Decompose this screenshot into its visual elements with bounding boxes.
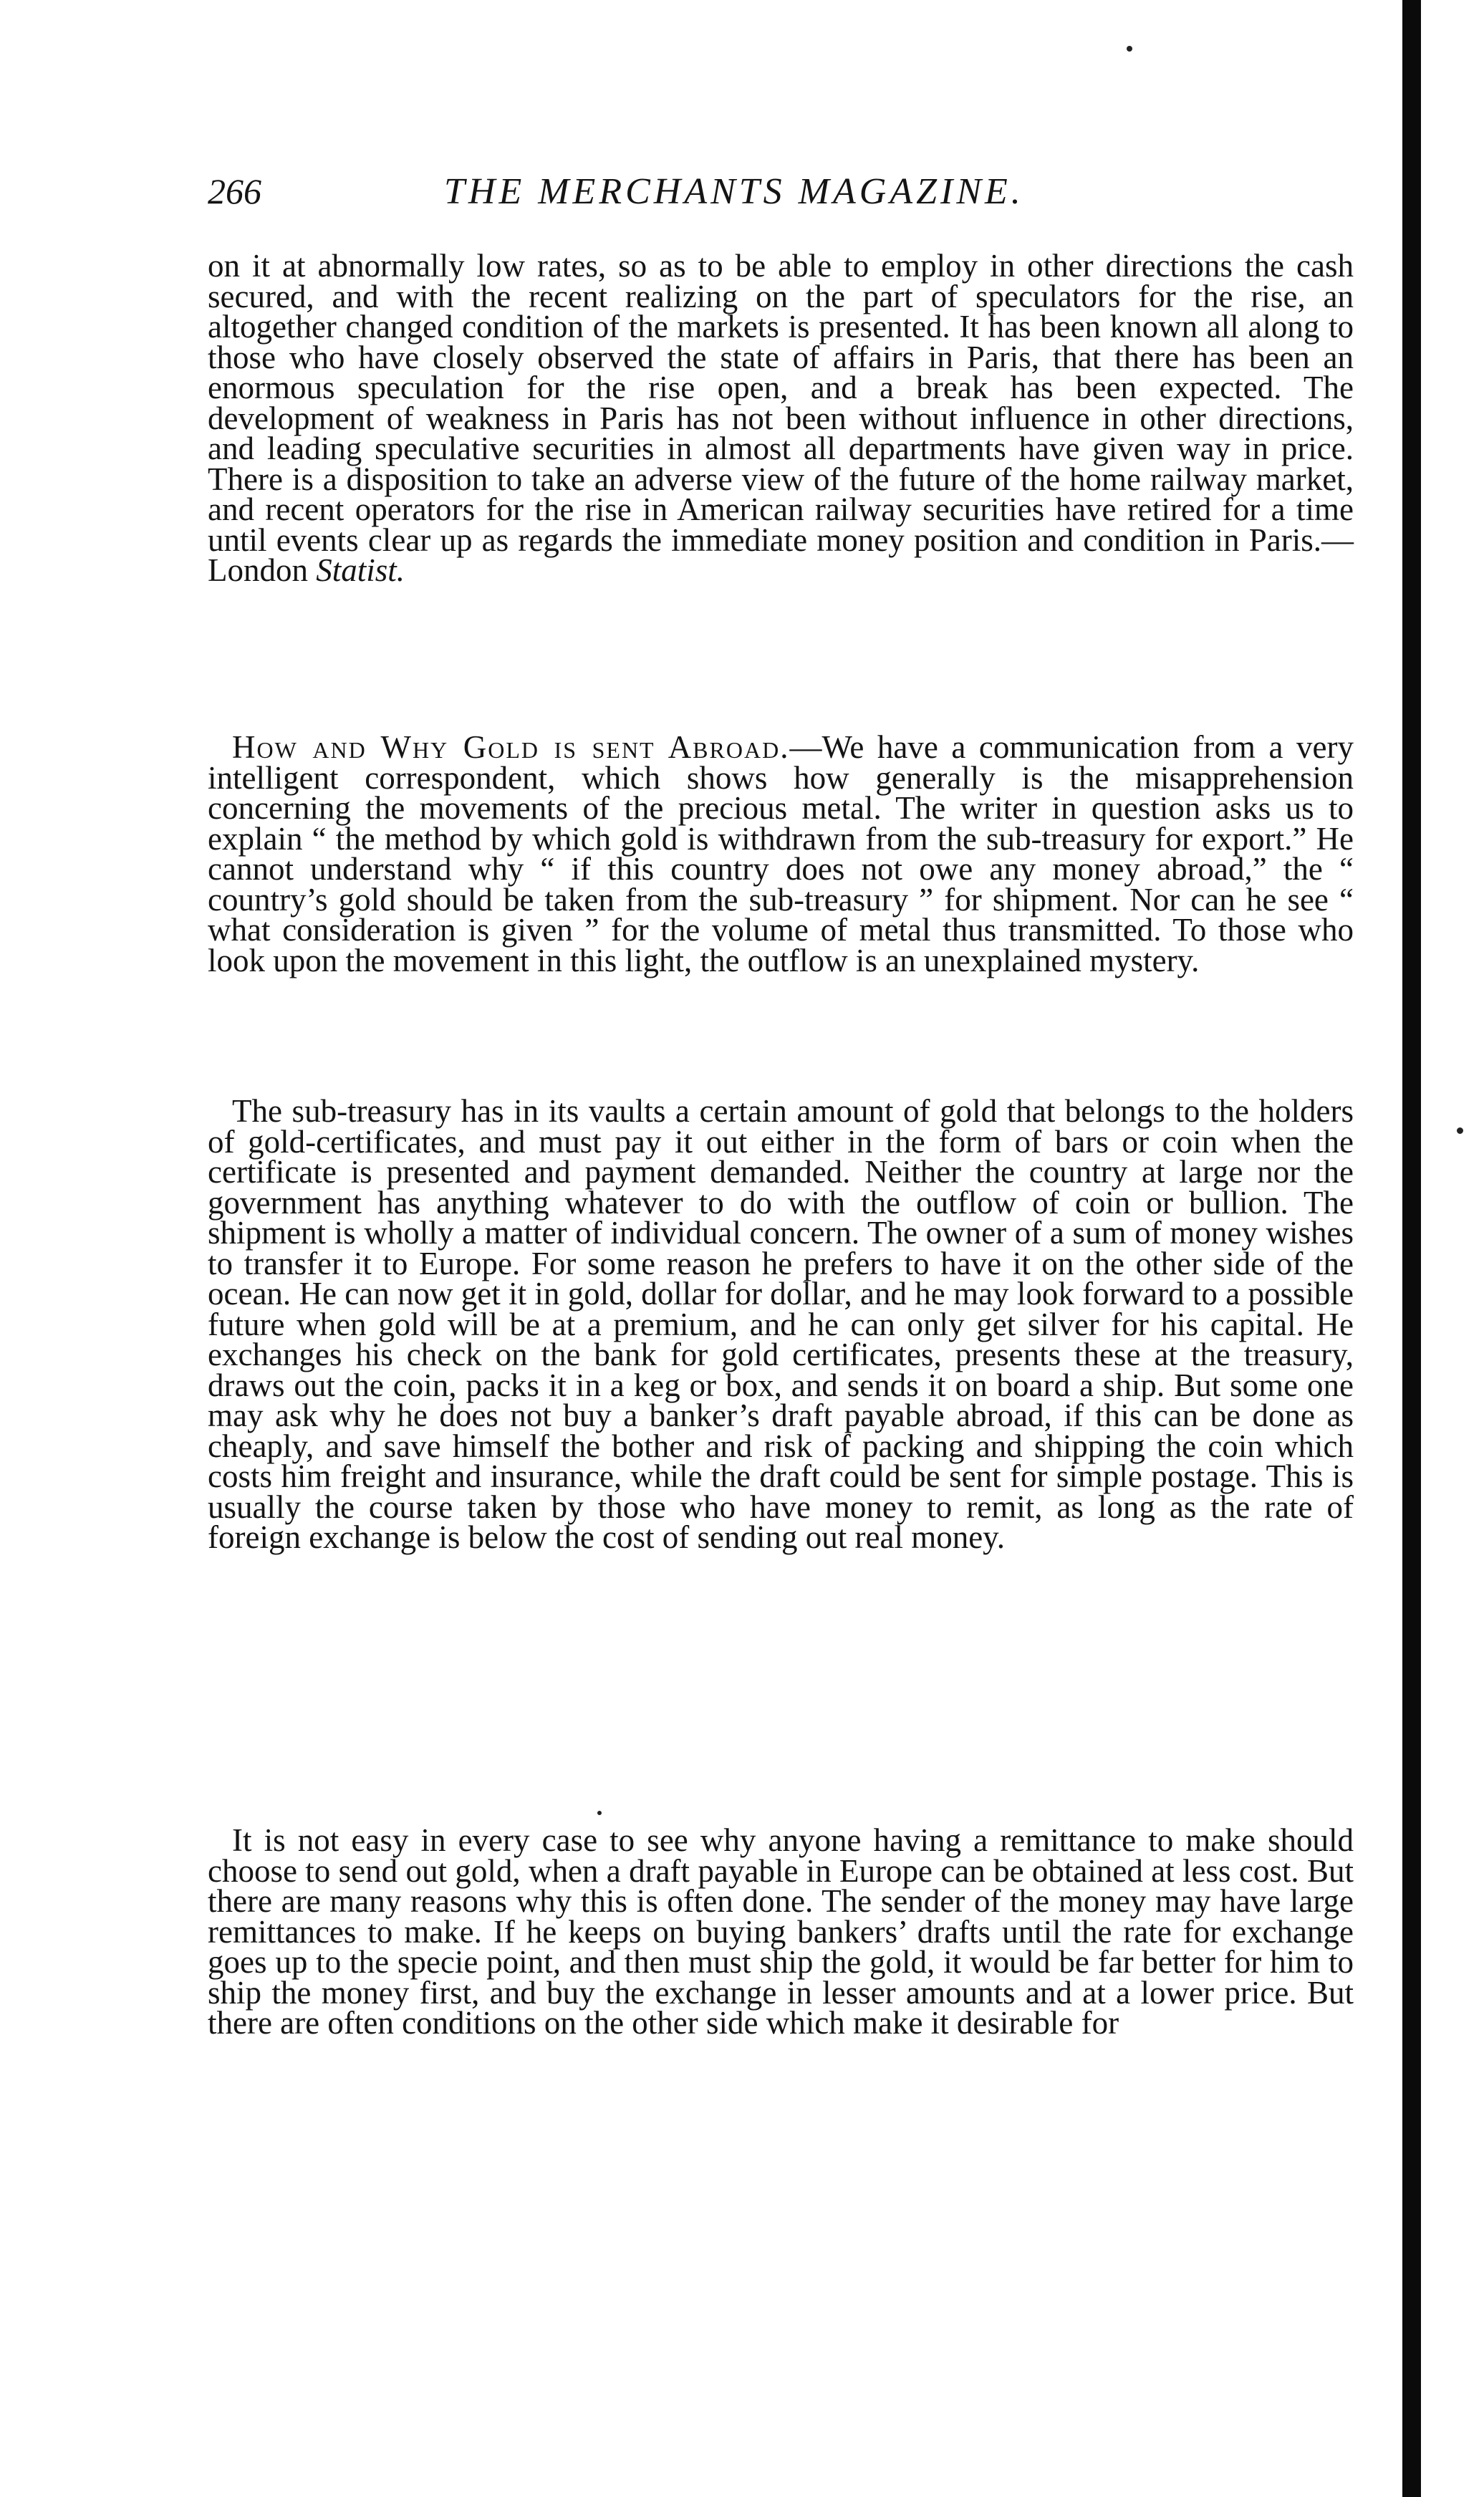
scan-speck	[597, 1811, 602, 1815]
body-paragraph	[208, 1093, 1354, 1555]
scan-speck	[1127, 46, 1132, 52]
source-citation: Statist.	[316, 552, 405, 588]
page-header	[208, 170, 1139, 221]
scan-speck	[1457, 1127, 1463, 1134]
paragraph-text: The sub-treasury has in its vaults a certain amount of gold that belongs to the holders of gold-certificates, and must pay it out either in the form of bars or coin when the certificate is presented and payment demanded. Neither the country at large nor the government has anything whatever to do with the outflow of coin or bullion. The shipment is wholly a matter of individual concern. The owner of a sum of money wishes to transfer it to Europe. For some reason he prefers to have it on the other side of the ocean. He can now get it in gold, dollar for dollar, and he may look forward to a possible future when gold will be at a premium, and he can only get silver for his capital. He exchanges his check on the bank for gold certificates, presents these at the treasury, draws out the coin, packs it in a keg or box, and sends it on board a ship. But some one may ask why he does not buy a banker’s draft payable abroad, if this can be done as cheaply, and save himself the bother and risk of packing and shipping the coin which costs him freight and insurance, while the draft could be sent for simple postage. This is usually the course taken by those who have money to remit, as long as the rate of foreign exchange is below the cost of sending out real money.	[208, 1093, 1354, 1555]
body-paragraph	[208, 1822, 1354, 2041]
article-intro-paragraph	[208, 729, 1354, 978]
page-number: 266	[208, 171, 261, 211]
scan-edge-bar	[1402, 0, 1421, 2497]
running-title: THE MERCHANTS MAGAZINE.	[444, 171, 1024, 212]
paragraph-continuation	[208, 248, 1354, 588]
paragraph-text: It is not easy in every case to see why anyone having a remittance to make should choose to send out gold, when a draft payable in Europe can be obtained at less cost. But there are many reasons why this is often done. The sender of the money may have large remittances to make. If he keeps on buying bankers’ drafts until the rate for exchange goes up to the specie point, and then must ship the gold, it would be far better for him to ship the money first, and buy the exchange in lesser amounts and at a lower price. But there are often conditions on the other side which make it desirable for	[208, 1822, 1354, 2041]
paragraph-text: on it at abnormally low rates, so as to be able to employ in other directions the cash secured, and with the recent realizing on the part of speculators for the rise, an altogether changed condition of the markets is presented. It has been known all along to those who have closely observed the state of affairs in Paris, that there has been an enormous speculation for the rise open, and a break has been expected. The development of weakness in Paris has not been without influence in other directions, and leading speculative securities in almost all departments have given way in price. There is a disposition to take an adverse view of the future of the home railway market, and recent operators for the rise in American railway securities have retired for a time until events clear up as regards the immediate money position and condition in Paris.—London	[208, 248, 1354, 588]
paragraph-text: —We have a communication from a very intelligent correspondent, which shows how generally is the misapprehension concerning the movements of the precious metal. The writer in question asks us to explain “ the method by which gold is withdrawn from the sub-treasury for export.” He cannot understand why “ if this country does not owe any money abroad,” the “ country’s gold should be taken from the sub-treasury ” for shipment. Nor can he see “ what consideration is given ” for the volume of metal thus transmitted. To those who look upon the movement in this light, the outflow is an unexplained mystery.	[208, 729, 1354, 978]
article-heading: How and Why Gold is sent Abroad.	[232, 729, 790, 765]
